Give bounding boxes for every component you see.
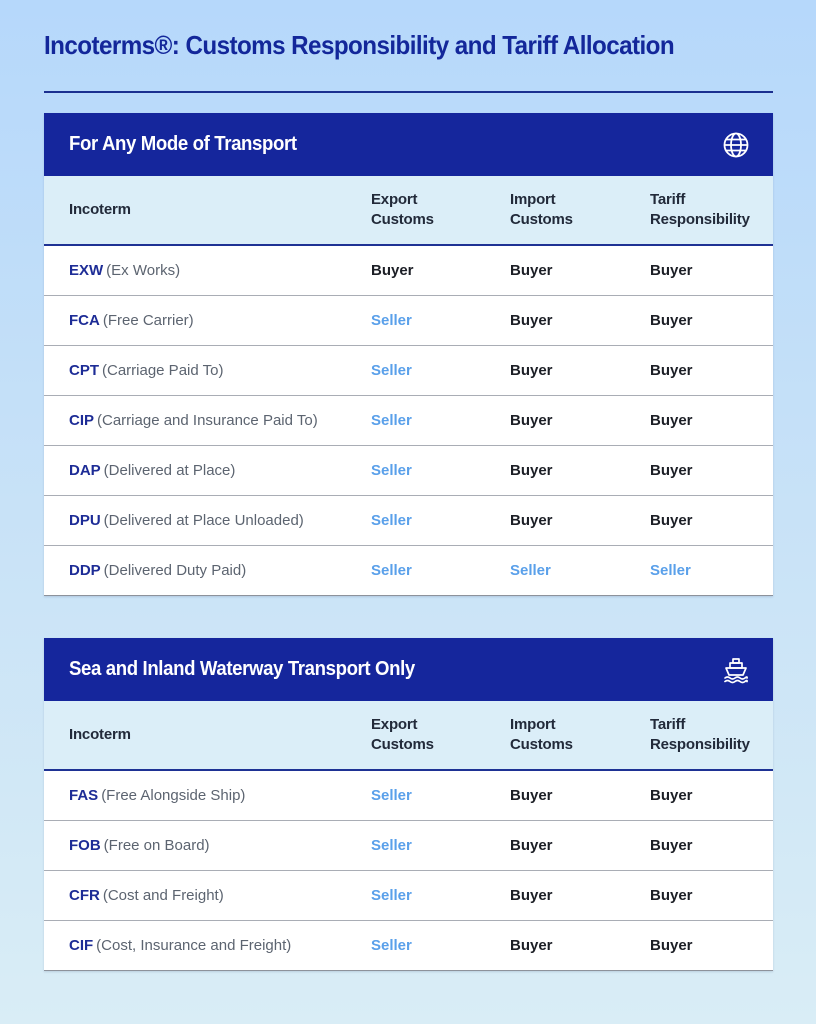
export-customs-cell xyxy=(346,512,485,530)
incoterm-cell xyxy=(44,887,346,905)
table-row xyxy=(44,546,773,596)
column-header-import-customs: Import Customs xyxy=(510,191,573,228)
export-customs-party: Seller xyxy=(371,886,412,904)
tariff-responsibility-cell xyxy=(625,262,773,280)
section-title: For Any Mode of Transport xyxy=(69,133,297,155)
table-row xyxy=(44,446,773,496)
tariff-responsibility-party: Buyer xyxy=(650,311,693,329)
export-customs-cell xyxy=(346,837,485,855)
import-customs-cell xyxy=(485,562,625,580)
incoterm-cell xyxy=(44,462,346,480)
tariff-responsibility-cell xyxy=(625,937,773,955)
incoterm-code: CIF xyxy=(69,936,94,954)
incoterm-code: DDP xyxy=(69,561,101,579)
import-customs-party: Buyer xyxy=(510,461,553,479)
incoterm-name: (Cost and Freight) xyxy=(102,886,224,904)
export-customs-cell xyxy=(346,262,485,280)
export-customs-cell xyxy=(346,937,485,955)
incoterm-code: EXW xyxy=(69,261,104,279)
tariff-responsibility-cell xyxy=(625,837,773,855)
column-header-row xyxy=(44,701,773,771)
import-customs-party: Buyer xyxy=(510,511,553,529)
incoterm-name: (Free Alongside Ship) xyxy=(101,786,246,804)
tariff-responsibility-cell xyxy=(625,787,773,805)
tariff-responsibility-cell xyxy=(625,362,773,380)
incoterm-cell xyxy=(44,262,346,280)
table-row xyxy=(44,821,773,871)
export-customs-party: Seller xyxy=(371,561,412,579)
tariff-responsibility-cell xyxy=(625,562,773,580)
table-row xyxy=(44,396,773,446)
page-title: Incoterms®: Customs Responsibility and Tariff Allocation xyxy=(44,30,675,60)
incoterm-code: DPU xyxy=(69,511,101,529)
export-customs-cell xyxy=(346,562,485,580)
tariff-responsibility-party: Buyer xyxy=(650,836,693,854)
table-body xyxy=(44,771,773,971)
column-header-tariff-responsibility: Tariff Responsibility xyxy=(650,716,750,753)
incoterm-code: CPT xyxy=(69,361,99,379)
import-customs-party: Buyer xyxy=(510,786,553,804)
column-header-row xyxy=(44,176,773,246)
import-customs-party: Buyer xyxy=(510,411,553,429)
section-any-mode xyxy=(44,113,773,596)
incoterm-cell xyxy=(44,412,346,430)
tariff-responsibility-cell xyxy=(625,412,773,430)
import-customs-cell xyxy=(485,462,625,480)
import-customs-party: Buyer xyxy=(510,361,553,379)
incoterm-name: (Delivered Duty Paid) xyxy=(103,561,247,579)
column-header-tariff-responsibility: Tariff Responsibility xyxy=(650,191,750,228)
incoterm-code: CIP xyxy=(69,411,95,429)
export-customs-cell xyxy=(346,462,485,480)
export-customs-party: Seller xyxy=(371,461,412,479)
title-divider xyxy=(44,91,773,93)
export-customs-party: Seller xyxy=(371,361,412,379)
incoterm-name: (Cost, Insurance and Freight) xyxy=(96,936,292,954)
tariff-responsibility-party: Buyer xyxy=(650,786,693,804)
export-customs-cell xyxy=(346,362,485,380)
incoterm-name: (Carriage Paid To) xyxy=(102,361,224,379)
incoterm-code: CFR xyxy=(69,886,100,904)
export-customs-party: Seller xyxy=(371,411,412,429)
export-customs-party: Buyer xyxy=(371,261,414,279)
section-sea-inland-waterway xyxy=(44,638,773,971)
incoterm-cell xyxy=(44,362,346,380)
section-title: Sea and Inland Waterway Transport Only xyxy=(69,658,415,680)
column-header-export-customs: Export Customs xyxy=(371,191,434,228)
column-header-incoterm: Incoterm xyxy=(69,201,131,218)
tariff-responsibility-party: Buyer xyxy=(650,461,693,479)
incoterm-cell xyxy=(44,562,346,580)
incoterm-code: FCA xyxy=(69,311,100,329)
column-header-import-customs: Import Customs xyxy=(510,716,573,753)
table-row xyxy=(44,246,773,296)
section-header xyxy=(44,638,773,701)
table-row xyxy=(44,496,773,546)
import-customs-party: Buyer xyxy=(510,886,553,904)
export-customs-cell xyxy=(346,887,485,905)
incoterm-code: FAS xyxy=(69,786,99,804)
incoterm-name: (Carriage and Insurance Paid To) xyxy=(97,411,318,429)
table-row xyxy=(44,296,773,346)
incoterm-name: (Free Carrier) xyxy=(102,311,194,329)
incoterm-code: FOB xyxy=(69,836,101,854)
import-customs-party: Seller xyxy=(510,561,551,579)
incoterm-cell xyxy=(44,937,346,955)
incoterm-cell xyxy=(44,512,346,530)
section-header xyxy=(44,113,773,176)
import-customs-cell xyxy=(485,837,625,855)
tariff-responsibility-party: Seller xyxy=(650,561,691,579)
table-body xyxy=(44,246,773,596)
import-customs-cell xyxy=(485,937,625,955)
incoterm-name: (Ex Works) xyxy=(106,261,181,279)
import-customs-party: Buyer xyxy=(510,836,553,854)
import-customs-party: Buyer xyxy=(510,261,553,279)
column-header-incoterm: Incoterm xyxy=(69,726,131,743)
incoterm-cell xyxy=(44,312,346,330)
tariff-responsibility-party: Buyer xyxy=(650,411,693,429)
ship-icon xyxy=(722,656,750,684)
incoterm-cell xyxy=(44,787,346,805)
import-customs-cell xyxy=(485,262,625,280)
incoterm-name: (Delivered at Place Unloaded) xyxy=(103,511,304,529)
table-row xyxy=(44,921,773,971)
export-customs-party: Seller xyxy=(371,936,412,954)
import-customs-cell xyxy=(485,312,625,330)
tariff-responsibility-cell xyxy=(625,312,773,330)
import-customs-cell xyxy=(485,512,625,530)
export-customs-cell xyxy=(346,312,485,330)
table-row xyxy=(44,871,773,921)
tariff-responsibility-party: Buyer xyxy=(650,511,693,529)
export-customs-party: Seller xyxy=(371,836,412,854)
tariff-responsibility-cell xyxy=(625,512,773,530)
import-customs-cell xyxy=(485,887,625,905)
incoterm-name: (Free on Board) xyxy=(103,836,210,854)
export-customs-party: Seller xyxy=(371,511,412,529)
export-customs-cell xyxy=(346,787,485,805)
import-customs-party: Buyer xyxy=(510,936,553,954)
import-customs-cell xyxy=(485,412,625,430)
globe-icon xyxy=(722,131,750,159)
table-row xyxy=(44,771,773,821)
column-header-export-customs: Export Customs xyxy=(371,716,434,753)
tariff-responsibility-cell xyxy=(625,462,773,480)
tariff-responsibility-cell xyxy=(625,887,773,905)
export-customs-party: Seller xyxy=(371,311,412,329)
export-customs-party: Seller xyxy=(371,786,412,804)
tariff-responsibility-party: Buyer xyxy=(650,261,693,279)
import-customs-party: Buyer xyxy=(510,311,553,329)
tariff-responsibility-party: Buyer xyxy=(650,886,693,904)
import-customs-cell xyxy=(485,787,625,805)
import-customs-cell xyxy=(485,362,625,380)
export-customs-cell xyxy=(346,412,485,430)
incoterm-name: (Delivered at Place) xyxy=(103,461,236,479)
tariff-responsibility-party: Buyer xyxy=(650,361,693,379)
table-row xyxy=(44,346,773,396)
incoterm-code: DAP xyxy=(69,461,101,479)
incoterm-cell xyxy=(44,837,346,855)
tariff-responsibility-party: Buyer xyxy=(650,936,693,954)
